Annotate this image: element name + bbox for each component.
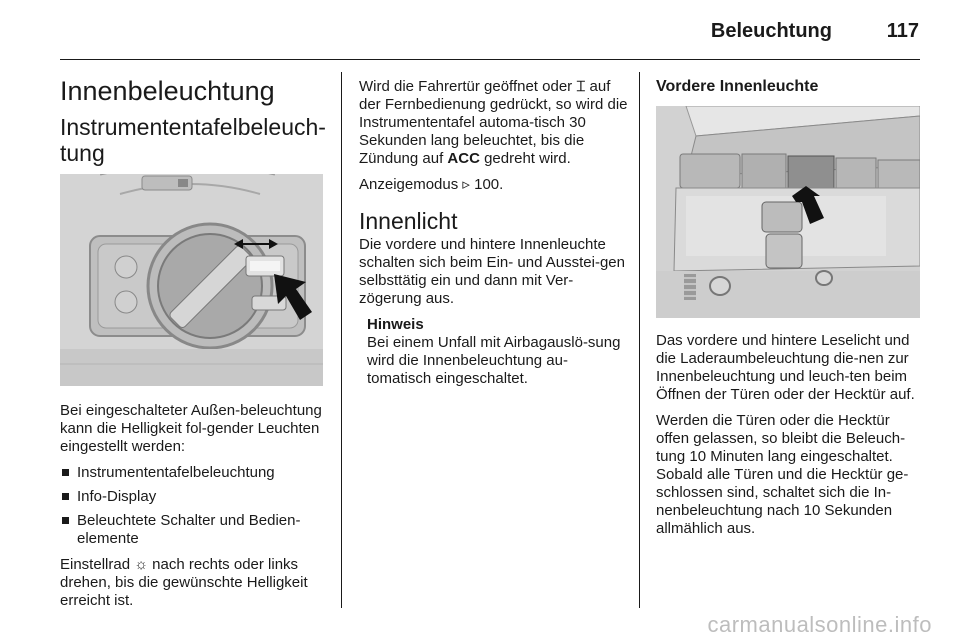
instrument-auto-paragraph: Wird die Fahrertür geöffnet oder ⌶ auf der Fernbedienung gedrückt, so wird die Instrumententafel automa-tisch 30 Sekunden lang beleuchtet, bis die Zündung auf ACC gedreht wird. [359, 78, 628, 167]
bullet-square-icon [62, 469, 69, 476]
unlock-button-icon: ⌶ [576, 78, 586, 95]
interior-light-paragraph: Die vordere und hintere Innenleuchte schalten sich beim Ein- und Ausstei-gen selbsttätig ein und dann mit Ver-zögerung aus. [359, 236, 625, 307]
list-item: Info-Display [60, 488, 332, 506]
bullet-square-icon [62, 493, 69, 500]
adjustable-lights-list [60, 464, 332, 548]
note-box [359, 316, 631, 388]
interior-light-drawing [656, 106, 920, 318]
column-divider-1 [341, 72, 342, 608]
column-divider-2 [639, 72, 640, 608]
page-reference-icon: ▹ [462, 176, 470, 193]
intro-paragraph: Bei eingeschalteter Außen-beleuchtung kann die Helligkeit fol-gender Leuchten eingestellt werden: [60, 402, 322, 455]
bullet-square-icon [62, 517, 69, 524]
page-number: 117 [886, 20, 919, 42]
front-interior-light-heading: Vordere Innenleuchte [656, 78, 819, 95]
running-header-title: Beleuchtung [710, 20, 832, 42]
watermark: carmanualsonline.info [707, 612, 932, 637]
header-rule [60, 59, 920, 60]
list-item: Beleuchtete Schalter und Bedien-elemente [60, 512, 332, 548]
interior-light-heading: Innenlicht [359, 208, 458, 234]
subsection-heading-line2: tung [60, 140, 105, 166]
thumbwheel-icon: ☼ [134, 556, 148, 573]
light-switch-drawing [60, 174, 323, 386]
column-3-heading-wrap [656, 78, 920, 96]
light-switch-illustration [60, 174, 323, 386]
subsection-heading-line1: Instrumententafelbeleuch- [60, 114, 326, 140]
reading-light-paragraph: Das vordere und hintere Leselicht und die Laderaumbeleuchtung die-nen zur Innenbeleuchtung und leuch-ten beim Öffnen der Türen oder der Hecktür auf. [656, 332, 915, 403]
note-title: Hinweis [367, 316, 424, 333]
note-body: Bei einem Unfall mit Airbagauslö-sung wird die Innenbeleuchtung au-tomatisch eingeschaltet. [367, 334, 621, 387]
column-1 [60, 76, 332, 166]
column-1-body [60, 402, 332, 618]
column-2 [359, 78, 631, 388]
front-interior-light-illustration [656, 106, 920, 318]
doors-open-paragraph: Werden die Türen oder die Hecktür offen gelassen, so bleibt die Beleuch-tung 10 Minuten lang eingeschaltet. Sobald alle Türen und die Hecktür ge-schlossen sind, schaltet sich die In-nenbeleuchtung nach 10 Sekunden allmählich aus. [656, 412, 909, 537]
list-item: Instrumententafelbeleuchtung [60, 464, 332, 482]
display-mode-reference: Anzeigemodus ▹ 100. [359, 176, 504, 193]
adjust-paragraph: Einstellrad ☼ nach rechts oder links drehen, bis die gewünschte Helligkeit erreicht ist. [60, 556, 308, 609]
section-heading: Innenbeleuchtung [60, 76, 275, 106]
column-3-body [656, 332, 922, 546]
